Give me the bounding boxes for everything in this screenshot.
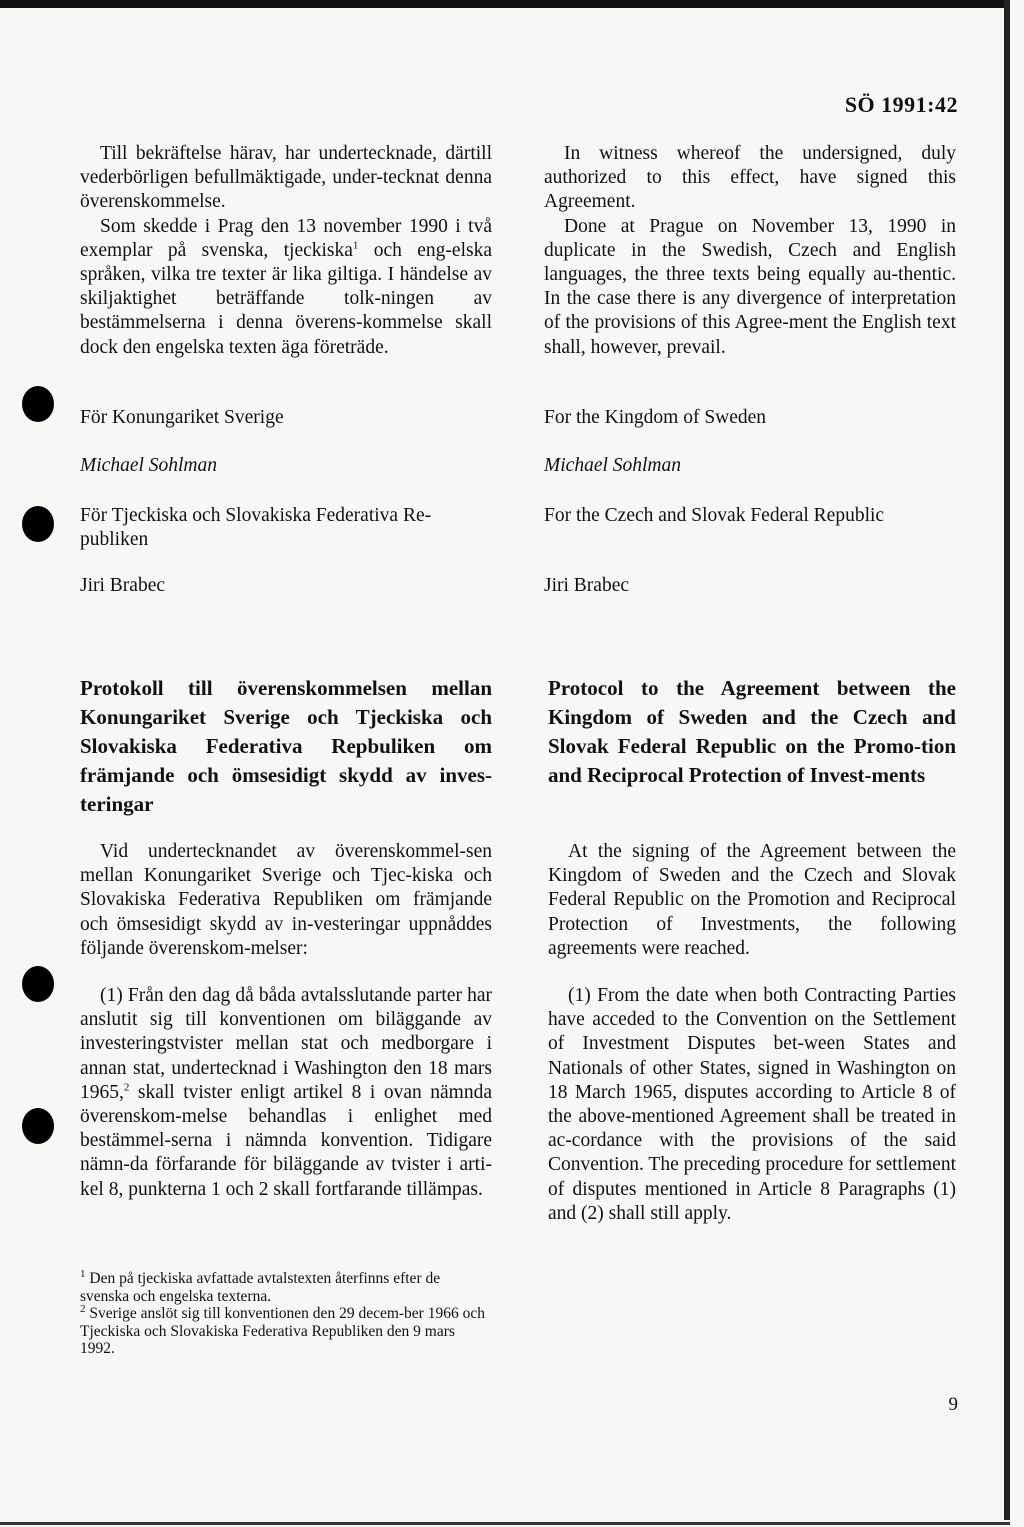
for-sweden-label: For the Kingdom of Sweden	[544, 407, 767, 428]
swedish-protocol-heading: Protokoll till överenskommelsen mellan Konungariket Sverige och Tjeckiska och Slovakiska Federativa Repbuliken om främjande och ömsesidigt skydd av inves-teringar	[80, 676, 492, 816]
punch-hole-mark	[22, 506, 54, 542]
swedish-signatory-csfr	[80, 574, 492, 598]
scan-edge-right	[1004, 0, 1010, 1520]
swedish-item-1-part-a: (1) Från den dag då båda avtalsslutande parter har anslutit sig till konventionen om biläggande av investeringstvister mellan stat och medborgare i annan stat, undertecknad i Washington den 18 mars 1965,	[80, 985, 492, 1103]
swedish-signatory-sweden	[80, 454, 492, 478]
for-sweden-label: För Konungariket Sverige	[80, 407, 284, 428]
english-for-csfr	[544, 504, 956, 528]
swedish-closing-paragraph-1: Till bekräftelse härav, har undertecknade, därtill vederbörligen befullmäktigade, under-tecknat denna överenskommelse.	[80, 143, 492, 213]
footnote-2-mark: 2	[80, 1303, 86, 1316]
swedish-item-1-part-b: skall tvister enligt artikel 8 i ovan nämnda överenskom-melse behandlas i enlighet med bestämmel-serna i nämnda konvention. Tidigare nämn-da förfarande för biläggande av tvister i arti-kel 8, punkterna 1 och 2 skall fortfarande tillämpas.	[80, 1081, 492, 1200]
signatory-name: Jiri Brabec	[544, 575, 630, 596]
english-protocol-intro-text: At the signing of the Agreement between the Kingdom of Sweden and the Czech and Slovak Federal Republic on the Promotion and Reciprocal Protection of Investments, the following agreements were reached.	[548, 841, 956, 959]
for-csfr-label: För Tjeckiska och Slovakiska Federativa Re-publiken	[80, 505, 432, 551]
english-closing-paragraph-2: Done at Prague on November 13, 1990 in duplicate in the Swedish, Czech and English languages, the three texts being equally au-thentic. In the case there is any divergence of interpretation of the provisions of this Agree-ment the English text shall, however, prevail.	[544, 215, 956, 358]
english-closing-paragraph-1: In witness whereof the undersigned, duly authorized to this effect, have signed this Agreement.	[544, 143, 956, 213]
document-reference: SÖ 1991:42	[844, 92, 958, 117]
swedish-for-sweden	[80, 406, 492, 430]
english-signatory-sweden	[544, 454, 956, 478]
footnote-2	[80, 1305, 492, 1358]
footnote-2-text: Sverige anslöt sig till konventionen den 29 decem-ber 1966 och Tjeckiska och Slovakiska Federativa Republiken den 9 mars 1992.	[80, 1305, 485, 1358]
english-protocol-intro	[548, 840, 956, 961]
footnotes	[80, 1267, 492, 1358]
english-protocol-heading: Protocol to the Agreement between the Kingdom of Sweden and the Czech and Slovak Federal Republic on the Promo-tion and Reciprocal Protection of Invest-ments	[548, 676, 956, 787]
swedish-closing-paragraph-2-part-a: Som skedde i Prag den 13 november 1990 i två exemplar på svenska, tjeckiska	[80, 215, 492, 261]
swedish-protocol-intro-text: Vid undertecknandet av överenskommel-sen mellan Konungariket Sverige och Tjec-kiska och Slovakiska Federativa Republiken om främjande och ömsesidigt skydd av in-vesteringar uppnåddes följande överenskom-melser:	[80, 841, 492, 959]
swedish-closing-paragraph-2-part-b: och eng-elska språken, vilka tre texter är lika giltiga. I händelse av skiljaktighet beträffande tolk-ningen av bestämmelserna i denna överens-kommelse skall dock den engelska texten äga företräde.	[80, 239, 492, 358]
swedish-item-1	[80, 984, 492, 1202]
english-item-1-text: (1) From the date when both Contracting Parties have acceded to the Convention on the Settlement of Investment Disputes bet-ween States and Nationals of other States, signed in Washington on 18 March 1965, disputes according to Article 8 of the above-mentioned Agreement shall be treated in ac-cordance with the provisions of the said Convention. The preceding procedure for settlement of disputes mentioned in Article 8 Paragraphs (1) and (2) shall still apply.	[548, 985, 956, 1224]
scan-edge-bottom	[0, 1522, 1010, 1525]
footnote-1-text: Den på tjeckiska avfattade avtalstexten återfinns efter de svenska och engelska texterna.	[80, 1270, 441, 1305]
scan-edge-top	[0, 0, 1010, 8]
punch-hole-mark	[22, 966, 54, 1002]
swedish-closing-paragraph-2	[80, 215, 492, 360]
footnote-marker-2: 2	[123, 1081, 130, 1094]
swedish-closing-text	[80, 142, 492, 360]
page-number: 9	[948, 1394, 958, 1415]
english-item-1	[548, 984, 956, 1226]
english-signatory-csfr	[544, 574, 956, 598]
swedish-protocol-intro	[80, 840, 492, 961]
footnote-1	[80, 1267, 492, 1305]
signatory-name: Michael Sohlman	[544, 455, 682, 476]
punch-hole-mark	[22, 1108, 54, 1144]
signatory-name: Michael Sohlman	[80, 455, 218, 476]
for-csfr-label: For the Czech and Slovak Federal Republic	[544, 505, 885, 526]
swedish-item-1-text	[80, 984, 492, 1202]
swedish-for-csfr	[80, 504, 492, 552]
footnote-marker-1: 1	[352, 239, 359, 252]
footnote-1-mark: 1	[80, 1267, 86, 1280]
english-for-sweden	[544, 406, 956, 430]
english-closing-text	[544, 142, 956, 360]
punch-hole-mark	[22, 386, 54, 422]
signatory-name: Jiri Brabec	[80, 575, 166, 596]
